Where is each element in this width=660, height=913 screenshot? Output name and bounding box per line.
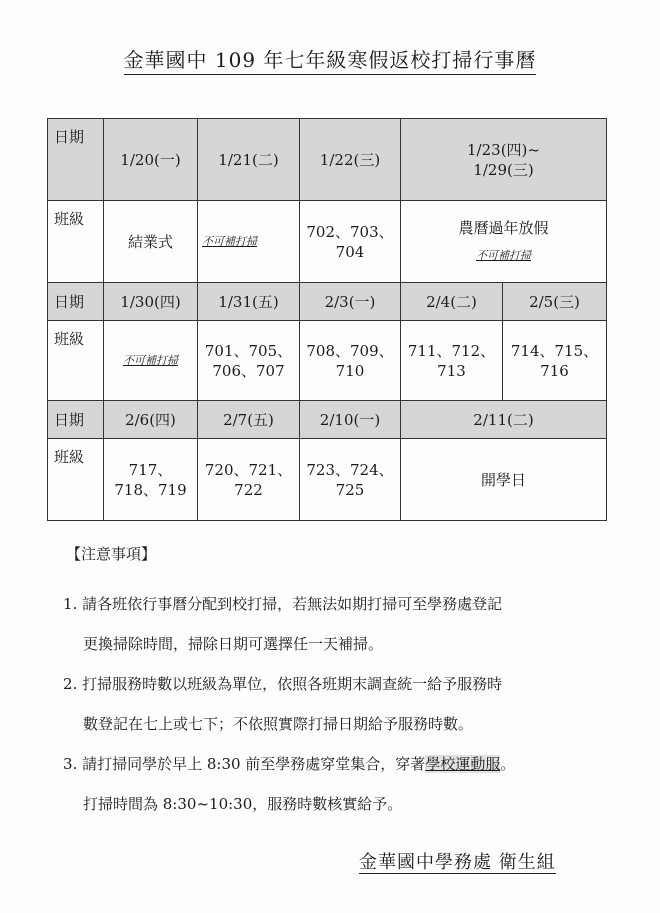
date-cell: 2/5(三) — [503, 283, 607, 321]
date-cell: 2/11(二) — [401, 401, 607, 439]
signature-text: 金華國中學務處 衛生組 — [359, 852, 556, 873]
date-cell: 2/4(二) — [401, 283, 503, 321]
date-cell: 1/20(一) — [104, 119, 198, 201]
class-cell — [198, 439, 300, 521]
date-range-end: 1/29(三) — [473, 160, 534, 179]
class-line: 701、705、 — [204, 341, 293, 360]
class-line: 農曆過年放假 — [458, 218, 549, 237]
date-label: 日期 — [48, 401, 104, 439]
note-line: 1. 請各班依行事曆分配到校打掃，若無法如期打掃可至學務處登記 — [63, 595, 503, 613]
notes-heading: 【注意事項】 — [66, 545, 157, 563]
class-cell: 不可補打掃 — [198, 201, 300, 283]
class-line: 710 — [335, 361, 365, 380]
class-cell — [104, 439, 198, 521]
class-line: 722 — [234, 480, 263, 499]
class-cell — [401, 321, 503, 401]
class-label: 班級 — [48, 321, 104, 401]
class-cell: 不可補打掃 — [104, 321, 198, 401]
class-line: 711、712、 — [407, 341, 496, 360]
class-line: 704 — [335, 242, 365, 261]
class-cell — [300, 201, 401, 283]
class-cell — [503, 321, 607, 401]
date-label: 日期 — [48, 283, 104, 321]
table-row — [48, 119, 607, 201]
date-cell: 1/22(三) — [300, 119, 401, 201]
table-row — [48, 201, 607, 283]
class-line: 708、709、 — [306, 341, 394, 360]
signature — [359, 848, 556, 874]
class-label: 班級 — [48, 439, 104, 521]
date-label: 日期 — [48, 119, 104, 201]
class-line: 713 — [437, 361, 466, 380]
note-text: 3. 請打掃同學於早上 8:30 前至學務處穿堂集合，穿著 — [63, 755, 426, 773]
class-line: 720、721、 — [204, 460, 293, 479]
class-note: 不可補打掃 — [476, 248, 531, 262]
class-cell — [300, 321, 401, 401]
note-line: 打掃時間為 8:30~10:30，服務時數核實給予。 — [83, 795, 403, 813]
title-text: 金華國中 109 年七年級寒假返校打掃行事曆 — [124, 48, 537, 75]
date-cell: 1/31(五) — [198, 283, 300, 321]
date-cell: 2/7(五) — [198, 401, 300, 439]
class-cell — [198, 321, 300, 401]
class-cell — [401, 201, 607, 283]
note-line — [63, 753, 515, 774]
schedule-table — [47, 118, 607, 521]
table-row — [48, 283, 607, 321]
date-cell: 1/30(四) — [104, 283, 198, 321]
highlighted-text: 學校運動服 — [425, 755, 501, 773]
class-line: 716 — [540, 361, 569, 380]
class-label: 班級 — [48, 201, 104, 283]
note-line: 數登記在七上或七下；不依照實際打掃日期給予服務時數。 — [83, 715, 474, 733]
class-line: 714、715、 — [510, 341, 599, 360]
date-cell: 2/3(一) — [300, 283, 401, 321]
table-row — [48, 321, 607, 401]
date-cell: 1/21(二) — [198, 119, 300, 201]
class-cell: 結業式 — [104, 201, 198, 283]
table-row — [48, 401, 607, 439]
date-cell: 2/6(四) — [104, 401, 198, 439]
document-title — [0, 44, 660, 73]
class-cell — [300, 439, 401, 521]
class-cell: 開學日 — [401, 439, 607, 521]
class-line: 725 — [335, 480, 365, 499]
date-cell — [401, 119, 607, 201]
date-range-start: 1/23(四)~ — [467, 140, 540, 159]
class-line: 717、 — [128, 460, 173, 479]
class-line: 706、707 — [212, 361, 285, 380]
class-line: 702、703、 — [306, 222, 394, 241]
class-line: 718、719 — [114, 480, 187, 499]
date-cell: 2/10(一) — [300, 401, 401, 439]
note-text: 。 — [500, 755, 516, 773]
note-line: 更換掃除時間，掃除日期可選擇任一天補掃。 — [83, 635, 384, 653]
note-line: 2. 打掃服務時數以班級為單位，依照各班期末調查統一給予服務時 — [63, 675, 503, 693]
table-row — [48, 439, 607, 521]
class-line: 723、724、 — [306, 460, 394, 479]
